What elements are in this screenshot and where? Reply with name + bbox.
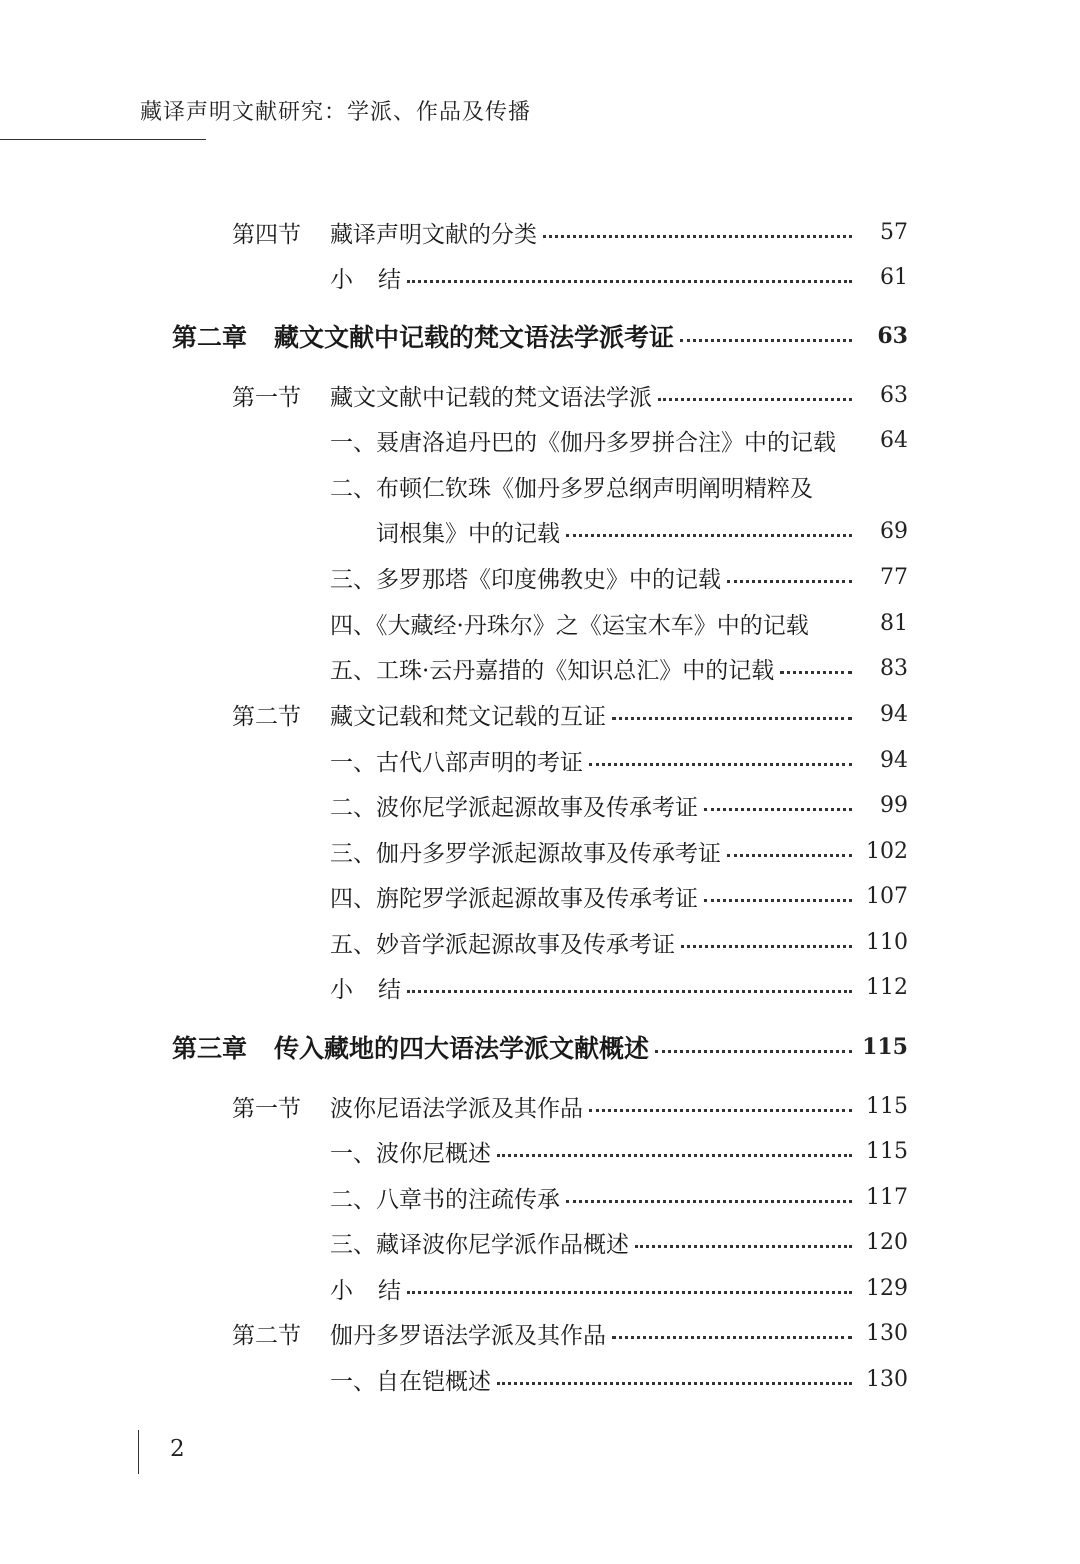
toc-item-row[interactable] [330,1177,908,1217]
page-number-ref: 129 [866,1275,908,1301]
page-number-ref: 99 [880,792,908,818]
toc-section-row[interactable] [232,1086,908,1126]
toc-section-row[interactable] [232,212,908,252]
item-title-part: 小 [330,1277,353,1304]
page-number-ref: 83 [880,655,908,681]
dot-leader [655,1050,852,1053]
page-number: 2 [170,1436,185,1462]
item-title-part: 小 [330,266,353,293]
page-number-ref: 81 [880,610,908,636]
section-number: 第二节 [232,1322,301,1349]
page-number-ref: 77 [880,564,908,590]
page-number-ref: 63 [877,323,908,349]
section-number: 第二节 [232,703,301,730]
section-number: 第四节 [232,221,301,248]
dot-leader [704,808,852,811]
item-title: 三、多罗那塔《印度佛教史》中的记载 [330,566,721,593]
toc-item-row[interactable] [330,922,908,962]
toc-item-row[interactable] [330,466,908,506]
dot-leader [497,1382,852,1385]
dot-leader [612,717,852,720]
dot-leader [658,398,852,401]
page-number-ref: 94 [880,747,908,773]
dot-leader [589,1109,852,1112]
chapter-title: 传入藏地的四大语法学派文献概述 [274,1034,650,1063]
section-title: 波你尼语法学派及其作品 [330,1095,583,1122]
page-number-ref: 130 [866,1320,908,1346]
item-title: 一、古代八部声明的考证 [330,749,583,776]
page-number-ref: 115 [862,1034,908,1060]
dot-leader [680,339,852,342]
page-number-ref: 117 [866,1184,908,1210]
section-title: 藏文文献中记载的梵文语法学派 [330,384,652,411]
chapter-title: 藏文文献中记载的梵文语法学派考证 [274,323,675,352]
dot-leader [727,854,852,857]
item-title-part: 结 [378,266,401,293]
item-title: 二、布顿仁钦珠《伽丹多罗总纲声明阐明精粹及 [330,475,813,502]
page-number-ref: 64 [880,427,908,453]
item-title: 五、妙音学派起源故事及传承考证 [330,931,675,958]
toc-chapter-row[interactable] [172,1027,908,1067]
dot-leader [543,235,852,238]
toc-chapter-row[interactable] [172,316,908,356]
toc-item-row[interactable] [330,557,908,597]
item-title: 四、《大藏经·丹珠尔》之《运宝木车》中的记载 [330,612,809,639]
page-number-ref: 63 [880,382,908,408]
item-title: 一、自在铠概述 [330,1368,491,1395]
dot-leader [635,1245,852,1248]
page-number-ref: 69 [880,518,908,544]
item-title: 五、工珠·云丹嘉措的《知识总汇》中的记载 [330,657,775,684]
toc-item-row[interactable] [330,1268,908,1308]
page-number-ref: 61 [880,264,908,290]
item-title: 二、八章书的注疏传承 [330,1186,560,1213]
chapter-number: 第三章 [172,1034,248,1063]
toc-item-row[interactable] [330,1222,908,1262]
page-number-ref: 112 [866,974,908,1000]
page-number-ref: 57 [880,219,908,245]
dot-leader [407,1291,852,1294]
item-title-part: 结 [378,1277,401,1304]
item-title: 四、旃陀罗学派起源故事及传承考证 [330,885,698,912]
dot-leader [566,1200,852,1203]
toc-item-row[interactable] [330,967,908,1007]
toc-item-row[interactable] [330,648,908,688]
item-title-part: 小 [330,976,353,1003]
toc-item-row[interactable] [330,420,908,460]
item-title: 三、藏译波你尼学派作品概述 [330,1231,629,1258]
item-title: 一、聂唐洛追丹巴的《伽丹多罗拼合注》中的记载 [330,429,836,456]
toc-item-row[interactable] [330,785,908,825]
page-number-ref: 120 [866,1229,908,1255]
page-number-ref: 115 [866,1138,908,1164]
toc-item-row[interactable] [330,831,908,871]
dot-leader [589,763,852,766]
dot-leader [407,990,852,993]
toc-section-row[interactable] [232,694,908,734]
toc-item-row[interactable] [330,1131,908,1171]
dot-leader [727,580,852,583]
dot-leader [780,671,852,674]
page-number-ref: 107 [866,883,908,909]
dot-leader [612,1336,852,1339]
dot-leader [407,280,852,283]
toc-item-row[interactable] [330,740,908,780]
section-number: 第一节 [232,1095,301,1122]
item-title: 三、伽丹多罗学派起源故事及传承考证 [330,840,721,867]
header-rule [0,139,206,140]
section-title: 伽丹多罗语法学派及其作品 [330,1322,606,1349]
section-number: 第一节 [232,384,301,411]
page-number-ref: 102 [866,838,908,864]
toc-item-row[interactable] [330,876,908,916]
section-title: 藏译声明文献的分类 [330,221,537,248]
toc-item-row[interactable] [330,257,908,297]
item-title: 一、波你尼概述 [330,1140,491,1167]
toc-item-continuation-row[interactable] [376,511,908,551]
section-title: 藏文记载和梵文记载的互证 [330,703,606,730]
dot-leader [566,534,852,537]
item-title: 词根集》中的记载 [376,520,560,547]
running-header: 藏译声明文献研究：学派、作品及传播 [140,100,532,125]
item-title-part: 结 [378,976,401,1003]
dot-leader [681,945,852,948]
item-title: 二、波你尼学派起源故事及传承考证 [330,794,698,821]
page-number-ref: 130 [866,1366,908,1392]
page-number-ref: 94 [880,701,908,727]
dot-leader [497,1154,852,1157]
toc-item-row[interactable] [330,603,908,643]
toc-section-row[interactable] [232,1313,908,1353]
page-number-ref: 110 [866,929,908,955]
toc-item-row[interactable] [330,1359,908,1399]
footer-rule [138,1430,139,1474]
dot-leader [704,899,852,902]
page-number-ref: 115 [866,1093,908,1119]
toc-section-row[interactable] [232,375,908,415]
chapter-number: 第二章 [172,323,248,352]
